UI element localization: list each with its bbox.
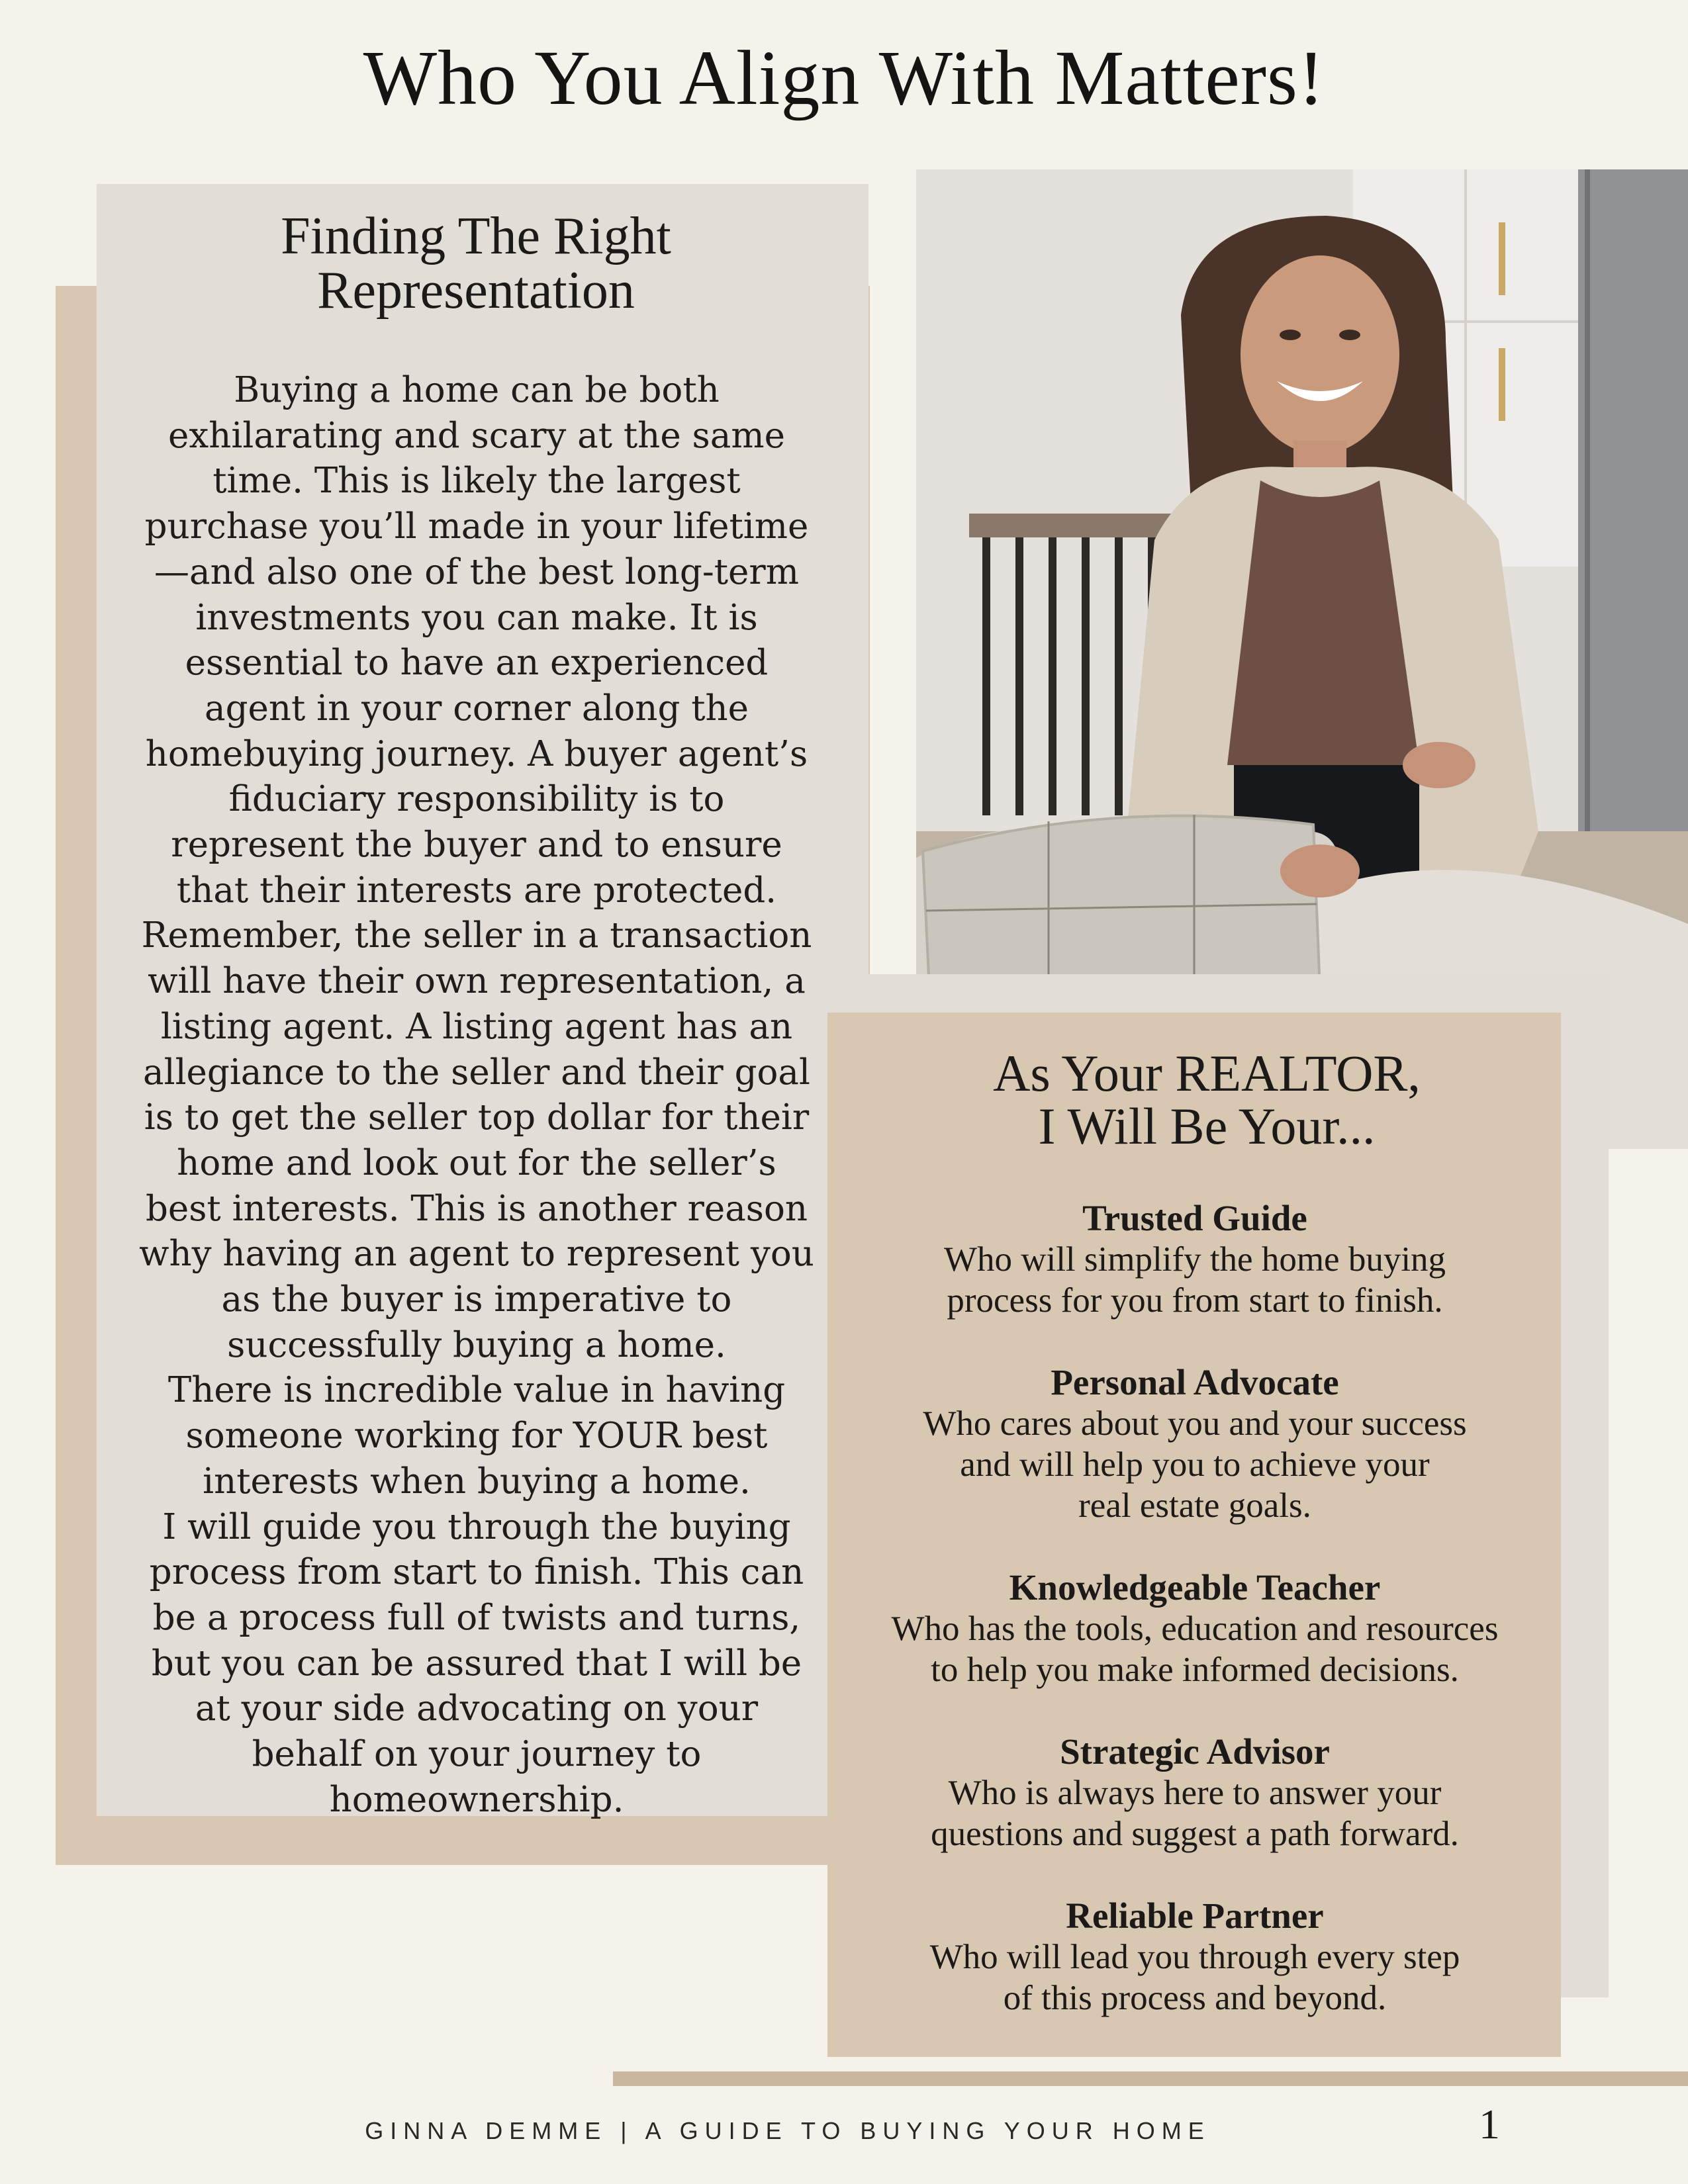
body-paragraph: Buying a home can be both exhilarating and scary at the same time. This is likely the largest purchase you’ll made in your lifetime—and also one of the best long-term investments you can make. It is essential to have an experienced agent in your corner along the homebuying journey. A buyer agent’s fiduciary responsibility is to represent the buyer and to ensure that their interests are protected. Remember, the seller in a transaction will have their own representation, a listing agent. A listing agent has an allegiance to the seller and their goal is to get the seller top dollar for their home and look out for the seller’s best interests. This is another reason why having an agent to represent you as the buyer is imperative to successfully buying a home. <box>139 370 814 1365</box>
roles-list <box>834 1198 1556 2060</box>
right-heading <box>827 1044 1586 1155</box>
role-description-line: of this process and beyond. <box>1003 1979 1387 2017</box>
role-item <box>834 1731 1556 1854</box>
body-paragraph: I will guide you through the buying process from start to finish. This can be a process full of twists and turns, but you can be assured that I will be at your side advocating on your behalf on your journey to homeownership. <box>149 1506 804 1820</box>
role-title: Reliable Partner <box>1066 1895 1324 1936</box>
left-heading-line1: Finding The Right <box>281 207 671 265</box>
footer-text: GINNA DEMME | A GUIDE TO BUYING YOUR HOME <box>365 2117 1211 2144</box>
role-description-line: Who has the tools, education and resources <box>891 1610 1499 1648</box>
left-heading-line2: Representation <box>317 261 635 320</box>
role-title: Trusted Guide <box>1082 1198 1307 1238</box>
left-heading <box>97 209 855 318</box>
role-title: Knowledgeable Teacher <box>1009 1567 1381 1608</box>
role-description-line: Who will simplify the home buying <box>943 1240 1446 1279</box>
right-heading-line2: I Will Be Your... <box>1038 1097 1376 1155</box>
role-title: Personal Advocate <box>1051 1362 1339 1402</box>
role-description-line: Who cares about you and your success <box>923 1404 1467 1443</box>
role-item <box>834 1362 1556 1526</box>
role-item <box>834 1198 1556 1321</box>
role-item <box>834 1567 1556 1690</box>
role-item <box>834 1895 1556 2019</box>
role-description-line: Who is always here to answer your <box>948 1774 1442 1812</box>
page-number: 1 <box>1479 2101 1500 2148</box>
footer-divider <box>613 2071 1688 2086</box>
left-body-text <box>139 368 814 1823</box>
right-heading-line1: As Your REALTOR, <box>993 1044 1421 1102</box>
role-description-line: to help you make informed decisions. <box>931 1651 1459 1689</box>
role-description-line: real estate goals. <box>1078 1486 1311 1525</box>
role-description-line: and will help you to achieve your <box>960 1445 1430 1484</box>
role-description-line: process for you from start to finish. <box>947 1281 1443 1320</box>
role-title: Strategic Advisor <box>1060 1731 1330 1772</box>
role-description-line: Who will lead you through every step <box>929 1938 1460 1976</box>
body-paragraph: There is incredible value in having someone working for YOUR best interests when buying a home. <box>167 1370 786 1502</box>
role-description-line: questions and suggest a path forward. <box>931 1815 1459 1853</box>
page-title: Who You Align With Matters! <box>363 34 1325 121</box>
